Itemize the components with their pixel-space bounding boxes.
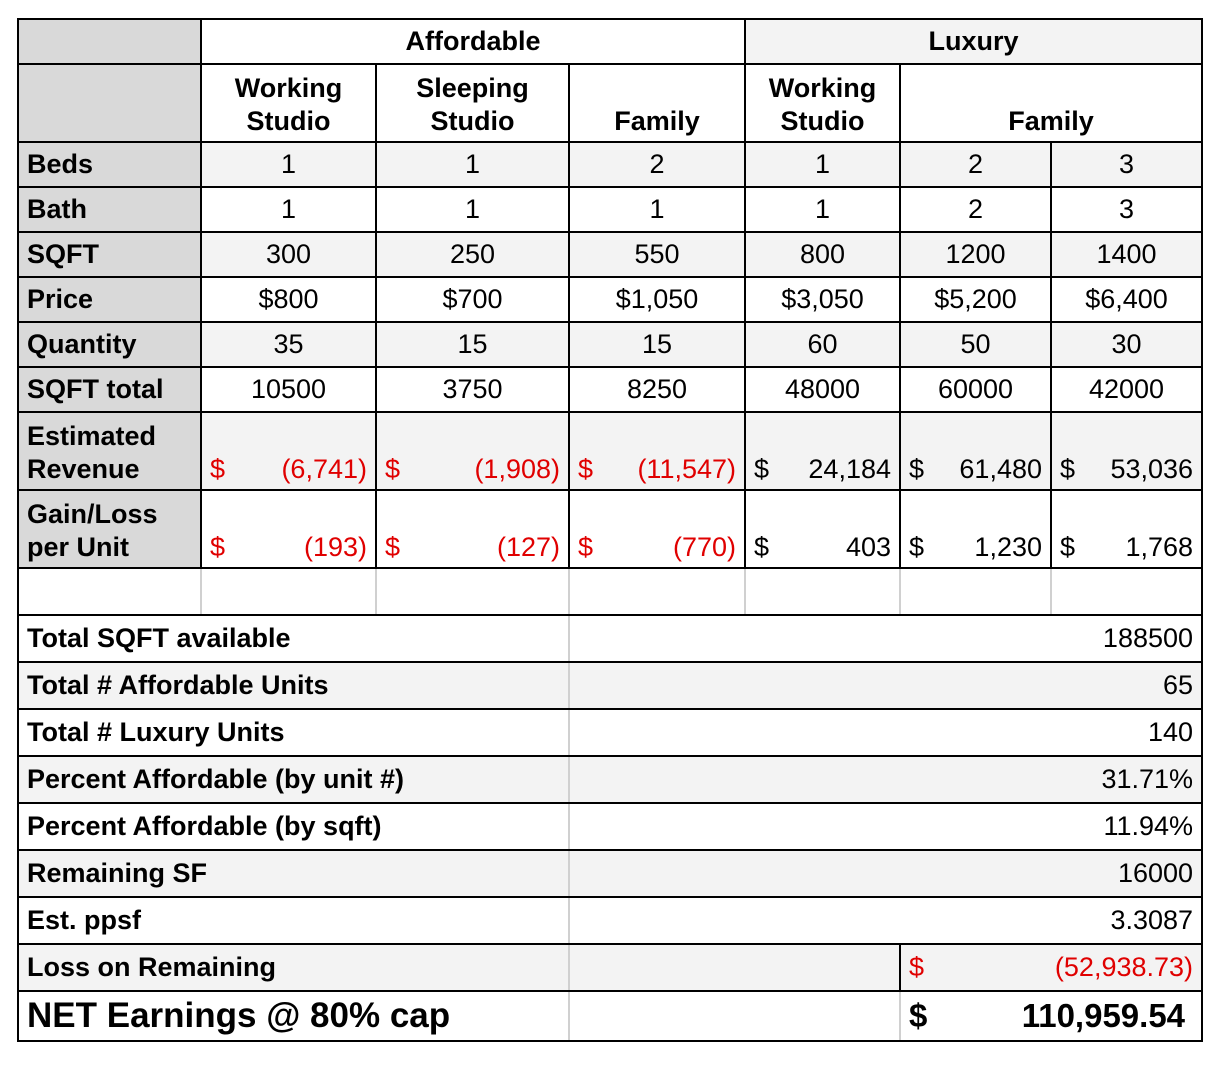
row-gain-loss [18, 490, 1202, 568]
row-sqft-total [18, 367, 1202, 412]
cell[interactable]: 2 [900, 142, 1051, 187]
cell[interactable]: $ (6,741) [201, 412, 376, 490]
group-header-row [18, 19, 1202, 64]
cell[interactable]: $6,400 [1051, 277, 1202, 322]
cell[interactable]: 10500 [201, 367, 376, 412]
cell[interactable]: 8250 [569, 367, 745, 412]
cell[interactable]: 3750 [376, 367, 569, 412]
corner-cell-2[interactable] [18, 64, 201, 142]
cell[interactable]: 60000 [900, 367, 1051, 412]
cell[interactable]: 42000 [1051, 367, 1202, 412]
cell[interactable]: $ 1,230 [900, 490, 1051, 568]
summary-value[interactable]: 16000 [569, 850, 1202, 897]
cell[interactable]: 250 [376, 232, 569, 277]
row-sqft [18, 232, 1202, 277]
summary-loss-on-remaining [18, 944, 1202, 991]
cell[interactable]: 3 [1051, 187, 1202, 232]
cell[interactable]: 48000 [745, 367, 900, 412]
empty-cell[interactable] [900, 568, 1051, 615]
unit-header-row [18, 64, 1202, 142]
row-label[interactable]: SQFT total [18, 367, 201, 412]
row-label[interactable]: Beds [18, 142, 201, 187]
summary-value[interactable]: 65 [569, 662, 1202, 709]
header-working-studio-affordable[interactable]: Working Studio [201, 64, 376, 142]
group-luxury[interactable]: Luxury [745, 19, 1202, 64]
summary-value[interactable]: 31.71% [569, 756, 1202, 803]
net-earnings-row [18, 991, 1202, 1041]
cell[interactable]: 2 [569, 142, 745, 187]
summary-affordable-units [18, 662, 1202, 709]
cell[interactable]: 300 [201, 232, 376, 277]
cell[interactable]: $ (770) [569, 490, 745, 568]
summary-percent-units [18, 756, 1202, 803]
net-earnings-value[interactable]: $ 110,959.54 [900, 991, 1202, 1041]
row-label[interactable]: Estimated Revenue [18, 412, 201, 490]
cell[interactable]: 1 [376, 187, 569, 232]
cell[interactable]: 1 [201, 142, 376, 187]
row-price [18, 277, 1202, 322]
summary-value[interactable]: 3.3087 [569, 897, 1202, 944]
summary-total-sqft [18, 615, 1202, 662]
empty-row [18, 568, 1202, 615]
net-earnings-label[interactable]: NET Earnings @ 80% cap [18, 991, 569, 1041]
cell[interactable]: 1 [569, 187, 745, 232]
summary-label[interactable]: Total SQFT available [18, 615, 569, 662]
cell[interactable]: 35 [201, 322, 376, 367]
summary-percent-sqft [18, 803, 1202, 850]
cell[interactable]: 1 [376, 142, 569, 187]
empty-cell[interactable] [569, 568, 745, 615]
cell[interactable]: $ (11,547) [569, 412, 745, 490]
row-label[interactable]: Bath [18, 187, 201, 232]
cell[interactable]: $ (193) [201, 490, 376, 568]
header-family-affordable[interactable]: Family [569, 64, 745, 142]
summary-label[interactable]: Percent Affordable (by unit #) [18, 756, 569, 803]
empty-cell[interactable] [201, 568, 376, 615]
cell[interactable]: $ 53,036 [1051, 412, 1202, 490]
cell[interactable]: 1 [201, 187, 376, 232]
cell[interactable]: 3 [1051, 142, 1202, 187]
summary-value[interactable]: 188500 [569, 615, 1202, 662]
cell[interactable]: 2 [900, 187, 1051, 232]
row-estimated-revenue [18, 412, 1202, 490]
summary-label[interactable]: Loss on Remaining [18, 944, 569, 991]
cell[interactable]: $700 [376, 277, 569, 322]
cell[interactable]: 15 [376, 322, 569, 367]
empty-cell[interactable] [18, 568, 201, 615]
corner-cell[interactable] [18, 19, 201, 64]
cell[interactable]: $ (1,908) [376, 412, 569, 490]
summary-remaining-sf [18, 850, 1202, 897]
cell[interactable]: 550 [569, 232, 745, 277]
unit-mix-table [17, 18, 1203, 1042]
empty-cell[interactable] [376, 568, 569, 615]
summary-label[interactable]: Total # Luxury Units [18, 709, 569, 756]
cell[interactable]: 1400 [1051, 232, 1202, 277]
cell[interactable]: 60 [745, 322, 900, 367]
cell[interactable]: $ (127) [376, 490, 569, 568]
header-family-luxury[interactable]: Family [900, 64, 1202, 142]
empty-cell[interactable] [569, 991, 900, 1041]
cell[interactable]: $5,200 [900, 277, 1051, 322]
cell[interactable]: 15 [569, 322, 745, 367]
row-label[interactable]: Gain/Loss per Unit [18, 490, 201, 568]
cell[interactable]: 1200 [900, 232, 1051, 277]
summary-value[interactable]: $ (52,938.73) [900, 944, 1202, 991]
empty-cell[interactable] [1051, 568, 1202, 615]
summary-luxury-units [18, 709, 1202, 756]
row-bath [18, 187, 1202, 232]
cell[interactable]: $1,050 [569, 277, 745, 322]
spreadsheet [17, 18, 1201, 1042]
row-beds [18, 142, 1202, 187]
summary-label[interactable]: Est. ppsf [18, 897, 569, 944]
group-affordable[interactable]: Affordable [201, 19, 745, 64]
cell[interactable]: $ 403 [745, 490, 900, 568]
cell[interactable]: $800 [201, 277, 376, 322]
row-label[interactable]: Quantity [18, 322, 201, 367]
cell[interactable]: $ 61,480 [900, 412, 1051, 490]
summary-value[interactable]: 140 [569, 709, 1202, 756]
cell[interactable]: 1 [745, 142, 900, 187]
cell[interactable]: 50 [900, 322, 1051, 367]
summary-est-ppsf [18, 897, 1202, 944]
empty-cell[interactable] [745, 568, 900, 615]
cell[interactable]: 30 [1051, 322, 1202, 367]
cell[interactable]: 1 [745, 187, 900, 232]
header-working-studio-luxury[interactable]: Working Studio [745, 64, 900, 142]
cell[interactable]: 800 [745, 232, 900, 277]
cell[interactable]: $ 24,184 [745, 412, 900, 490]
row-label[interactable]: SQFT [18, 232, 201, 277]
summary-label[interactable]: Total # Affordable Units [18, 662, 569, 709]
row-quantity [18, 322, 1202, 367]
header-sleeping-studio[interactable]: Sleeping Studio [376, 64, 569, 142]
empty-cell[interactable] [569, 944, 900, 991]
summary-label[interactable]: Remaining SF [18, 850, 569, 897]
row-label[interactable]: Price [18, 277, 201, 322]
cell[interactable]: $ 1,768 [1051, 490, 1202, 568]
summary-value[interactable]: 11.94% [569, 803, 1202, 850]
summary-label[interactable]: Percent Affordable (by sqft) [18, 803, 569, 850]
cell[interactable]: $3,050 [745, 277, 900, 322]
